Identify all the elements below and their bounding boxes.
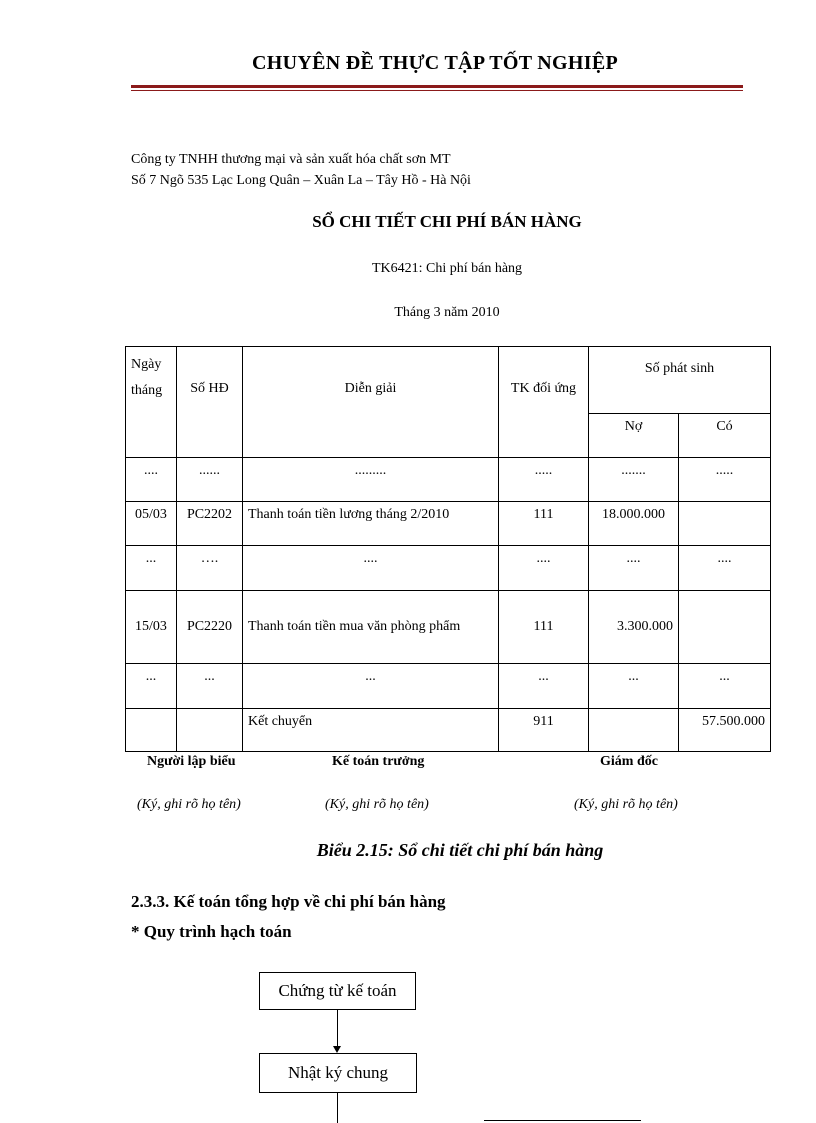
cell-credit <box>679 591 771 664</box>
table-row <box>126 502 771 546</box>
table-row <box>126 458 771 502</box>
signature-note-chief-accountant: (Ký, ghi rõ họ tên) <box>325 797 429 812</box>
cell-description: Thanh toán tiền mua văn phòng phẩm <box>243 591 499 664</box>
header-rule-thin <box>131 90 743 91</box>
cell-account: .... <box>499 546 589 591</box>
cell-account: 111 <box>499 502 589 546</box>
cell-debit: 18.000.000 <box>589 502 679 546</box>
header-description: Diễn giải <box>243 347 499 458</box>
header-contra-account: TK đối ứng <box>499 347 589 458</box>
ledger-table <box>125 346 771 752</box>
cell-date: ... <box>126 664 177 709</box>
ledger-account: TK6421: Chi phí bán hàng <box>371 261 523 276</box>
section-heading: 2.3.3. Kế toán tổng hợp về chi phí bán hàng <box>131 892 446 911</box>
cell-date: 05/03 <box>126 502 177 546</box>
company-address: Số 7 Ngõ 535 Lạc Long Quân – Xuân La – Tây Hồ - Hà Nội <box>131 173 471 188</box>
cell-invoice: …. <box>177 546 243 591</box>
cell-description: Thanh toán tiền lương tháng 2/2010 <box>243 502 499 546</box>
cell-invoice: ... <box>177 664 243 709</box>
cell-description: .... <box>243 546 499 591</box>
table-row-closing <box>126 709 771 752</box>
company-name: Công ty TNHH thương mại và sản xuất hóa chất sơn MT <box>131 152 451 167</box>
signature-note-director: (Ký, ghi rõ họ tên) <box>574 797 678 812</box>
cell-debit: 3.300.000 <box>589 591 679 664</box>
cell-credit <box>679 502 771 546</box>
cell-description: ... <box>243 664 499 709</box>
cell-debit: ... <box>589 664 679 709</box>
signature-role-preparer: Người lập biểu <box>147 754 236 769</box>
cell-credit: ... <box>679 664 771 709</box>
cell-account: 111 <box>499 591 589 664</box>
cell-date: 15/03 <box>126 591 177 664</box>
cell-account: ... <box>499 664 589 709</box>
cell-date: .... <box>126 458 177 502</box>
flow-box-accounting-vouchers: Chứng từ kế toán <box>259 972 416 1010</box>
cell-debit: ....... <box>589 458 679 502</box>
table-header-row <box>126 347 771 414</box>
cell-invoice: PC2220 <box>177 591 243 664</box>
signature-role-director: Giám đốc <box>600 754 658 769</box>
cell-account: 911 <box>499 709 589 752</box>
header-debit: Nợ <box>589 414 679 458</box>
flow-arrow-head <box>333 1046 341 1053</box>
figure-caption: Biểu 2.15: Sổ chi tiết chi phí bán hàng <box>316 840 604 860</box>
table-row <box>126 591 771 664</box>
cell-debit: .... <box>589 546 679 591</box>
cell-invoice: PC2202 <box>177 502 243 546</box>
cell-description: Kết chuyển <box>243 709 499 752</box>
signature-role-chief-accountant: Kế toán trưởng <box>332 754 425 769</box>
cell-credit: .... <box>679 546 771 591</box>
company-block <box>131 149 471 191</box>
section-subheading: * Quy trình hạch toán <box>131 922 292 941</box>
cell-date <box>126 709 177 752</box>
header-date: Ngày tháng <box>126 347 177 458</box>
table-row <box>126 546 771 591</box>
flow-box-partial-top <box>484 1120 641 1121</box>
flow-connector-line <box>337 1093 338 1123</box>
cell-account: ..... <box>499 458 589 502</box>
cell-date: ... <box>126 546 177 591</box>
cell-invoice: ...... <box>177 458 243 502</box>
flow-box-general-journal: Nhật ký chung <box>259 1053 417 1093</box>
header-credit: Có <box>679 414 771 458</box>
header-invoice: Số HĐ <box>177 347 243 458</box>
cell-debit <box>589 709 679 752</box>
table-row <box>126 664 771 709</box>
ledger-period: Tháng 3 năm 2010 <box>394 305 500 320</box>
cell-credit: 57.500.000 <box>679 709 771 752</box>
cell-description: ......... <box>243 458 499 502</box>
cell-invoice <box>177 709 243 752</box>
ledger-title: SỔ CHI TIẾT CHI PHÍ BÁN HÀNG <box>312 212 582 231</box>
flow-arrow-line <box>337 1010 338 1047</box>
page-header-title: CHUYÊN ĐỀ THỰC TẬP TỐT NGHIỆP <box>252 52 618 74</box>
cell-credit: ..... <box>679 458 771 502</box>
signature-note-preparer: (Ký, ghi rõ họ tên) <box>137 797 241 812</box>
header-arising: Số phát sinh <box>589 347 771 414</box>
header-rule <box>131 85 743 88</box>
